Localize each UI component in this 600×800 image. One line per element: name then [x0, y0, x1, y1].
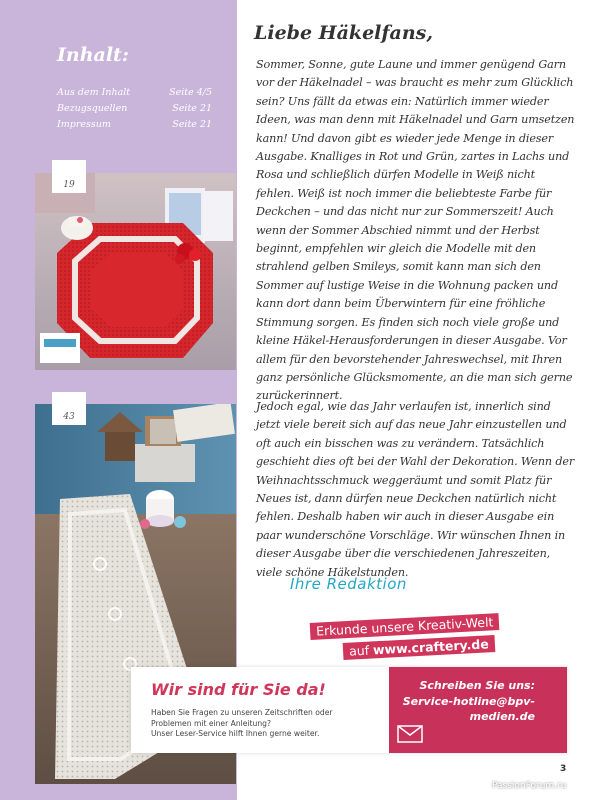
service-title: Wir sind für Sie da!	[151, 680, 326, 699]
letter-paragraph: Sommer, Sonne, gute Laune und immer genügend Garn vor der Häkelnadel – was braucht es mehr zum Glücklich sein? Uns fällt da etwas ein: Natürlich immer wieder Ideen, was man denn mit Häkelnadel und Garn umsetzen kann! Und davon gibt es wieder jede Menge in dieser Ausgabe. Knalliges in Rot und Grün, zartes in Lachs und Rosa und schließlich dürfen Modelle in Weiß nicht fehlen. Weiß ist noch immer die beliebteste Farbe für Deckchen – und das nicht nur zur Sommerszeit! Auch wenn der Sommer Abschied nimmt und der Herbst beginnt, empfehlen wir gleich die Modelle mit den strahlend gelben Smileys, somit kann man sich den Sommer auf lustige Weise in die Wohnung packen und kann dort dann beim Überwintern für eine fröhliche Stimmung sorgen. Es finden sich noch viele große und kleine Häkel-Herausforderungen in dieser Ausgabe. Vor allem für den bevorstehender Jahreswechsel, mit Ihren ganz persönliche Glücksmomente, an die man sich gerne zurückerinnert.	[256, 58, 575, 403]
contact-label: Schreiben Sie uns:	[419, 679, 535, 692]
editorial-signature: Ihre Redaktion	[290, 575, 407, 593]
email-line: medien.de	[469, 710, 535, 723]
page-number: 3	[560, 764, 567, 774]
page-reference-tab: 19	[52, 160, 86, 193]
promo-banner-line: Erkunde unsere Kreativ-Welt	[310, 613, 500, 640]
contact-panel	[389, 667, 567, 753]
letter-paragraph: Jedoch egal, wie das Jahr verlaufen ist, innerlich sind jetzt viele bereit sich auf das neue Jahr einzustellen und oft auch ein bisschen was zu verändern. Tatsächlich geschieht dies oft bei der Wahl der Dekoration. Wenn der Weihnachtsschmuck weggeräumt und somit Platz für Neues ist, dann dürfen neue Deckchen natürlich nicht fehlen. Deshalb haben wir auch in dieser Ausgabe ein paar wunderschöne Vorschläge. Wir wünschen Ihnen in dieser Ausgabe über die verschiedenen Jahreszeiten, viele schöne Häkelstunden.	[256, 400, 575, 579]
service-box	[131, 667, 567, 753]
contact-email[interactable]	[385, 694, 535, 724]
toc-item-label: Aus dem Inhalt	[57, 87, 131, 98]
envelope-icon	[397, 725, 423, 743]
watermark: PassionForum.ru	[492, 781, 567, 791]
toc-item-page: Seite 4/5	[169, 87, 212, 98]
service-info	[131, 667, 389, 753]
toc-item[interactable]	[57, 117, 212, 133]
toc-list	[57, 85, 212, 133]
promo-banner-link[interactable]	[343, 635, 495, 660]
toc-item[interactable]	[57, 101, 212, 117]
red-doily-illustration	[35, 173, 236, 370]
toc-item-label: Bezugsquellen	[57, 103, 128, 114]
promo-url[interactable]: www.craftery.de	[372, 636, 490, 658]
toc-item[interactable]	[57, 85, 212, 101]
toc-title: Inhalt:	[57, 44, 129, 66]
photo-red-doily[interactable]	[35, 173, 236, 370]
toc-item-page: Seite 21	[172, 103, 212, 114]
service-desc-line: Haben Sie Fragen zu unseren Zeitschriften oder	[151, 708, 333, 717]
promo-prefix: auf	[348, 642, 374, 659]
toc-item-label: Impressum	[57, 119, 111, 130]
letter-greeting: Liebe Häkelfans,	[254, 22, 433, 44]
toc-item-page: Seite 21	[172, 119, 212, 130]
page-reference-tab: 43	[52, 392, 86, 425]
service-description	[151, 708, 381, 740]
service-desc-line: Unser Leser-Service hilft Ihnen gerne weiter.	[151, 729, 320, 738]
email-line: Service-hotline@bpv-	[402, 695, 535, 708]
service-desc-line: Problemen mit einer Anleitung?	[151, 718, 271, 728]
